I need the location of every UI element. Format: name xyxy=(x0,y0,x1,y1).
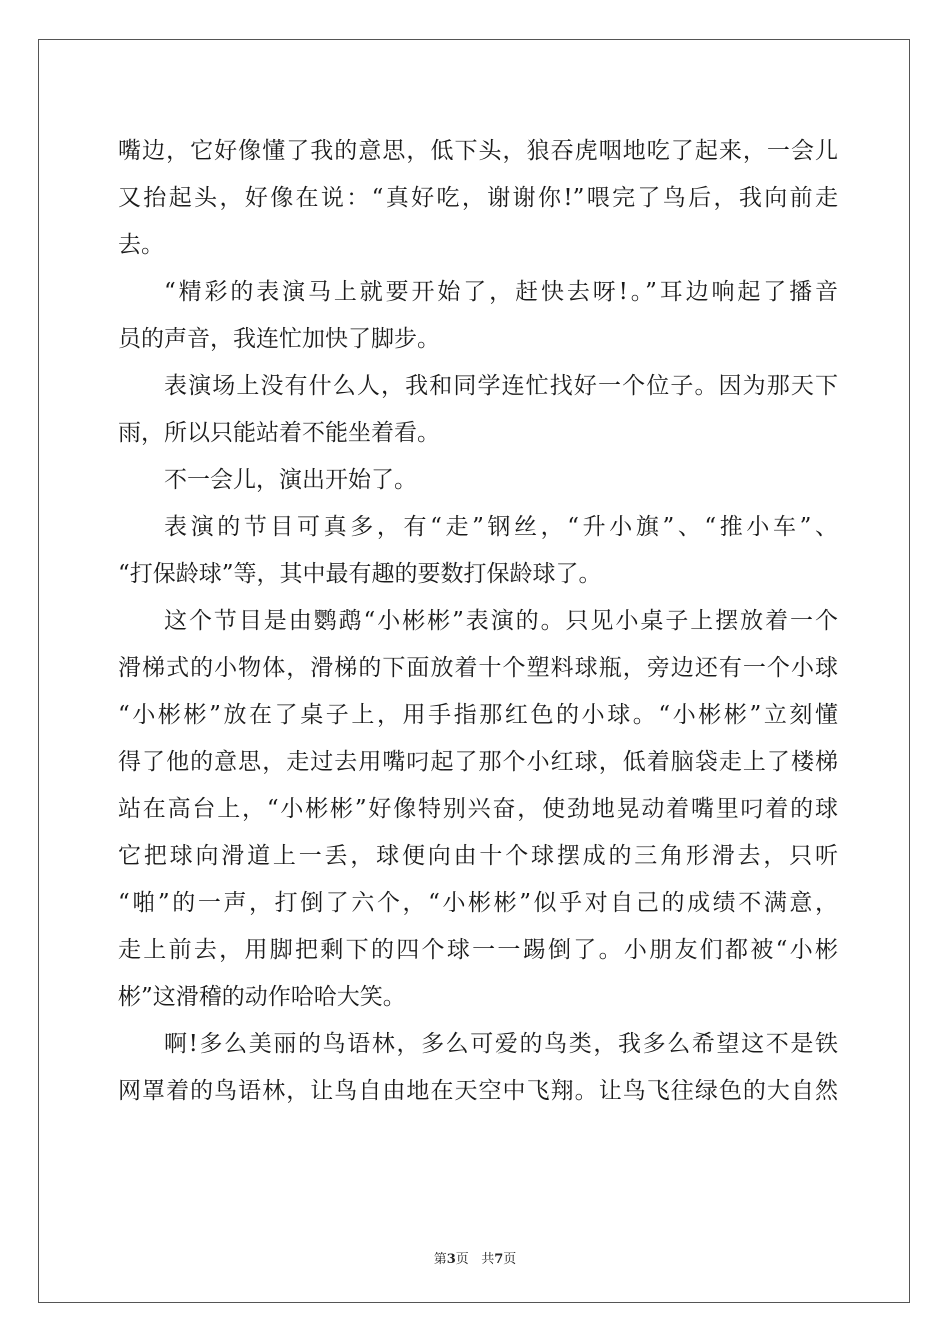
text-line: “打保龄球”等，其中最有趣的要数打保龄球了。 xyxy=(118,561,602,587)
text-line: 表演场上没有什么人，我和同学连忙找好一个位子。因为那天下 xyxy=(164,373,838,399)
text-line: 啊!多么美丽的鸟语林，多么可爱的鸟类，我多么希望这不是铁 xyxy=(164,1031,838,1057)
text-line: 得了他的意思，走过去用嘴叼起了那个小红球，低着脑袋走上了楼梯 xyxy=(118,749,838,775)
page-footer xyxy=(0,1248,950,1267)
text-line: 嘴边，它好像懂了我的意思，低下头，狼吞虎咽地吃了起来，一会儿 xyxy=(118,138,838,164)
text-line: 滑梯式的小物体，滑梯的下面放着十个塑料球瓶，旁边还有一个小球 xyxy=(118,655,838,681)
document-body xyxy=(118,128,838,1115)
text-line: “精彩的表演马上就要开始了，赶快去呀!。”耳边响起了播音 xyxy=(164,279,838,305)
footer-page-suffix: 页 xyxy=(455,1252,469,1267)
text-line: 又抬起头，好像在说：“真好吃，谢谢你!”喂完了鸟后，我向前走 xyxy=(118,185,838,211)
text-line: 它把球向滑道上一丢，球便向由十个球摆成的三角形滑去，只听 xyxy=(118,843,838,869)
text-line: 去。 xyxy=(118,232,164,258)
total-page-number: 7 xyxy=(494,1252,504,1267)
text-line: 不一会儿，演出开始了。 xyxy=(164,467,417,493)
text-line: 这个节目是由鹦鹉“小彬彬”表演的。只见小桌子上摆放着一个 xyxy=(164,608,838,634)
text-line: 走上前去，用脚把剩下的四个球一一踢倒了。小朋友们都被“小彬 xyxy=(118,937,838,963)
footer-total-suffix: 页 xyxy=(503,1252,517,1267)
current-page-number: 3 xyxy=(446,1252,456,1267)
text-line: 员的声音，我连忙加快了脚步。 xyxy=(118,326,440,352)
text-line: 网罩着的鸟语林，让鸟自由地在天空中飞翔。让鸟飞往绿色的大自然 xyxy=(118,1078,838,1104)
text-line: 站在高台上，“小彬彬”好像特别兴奋，使劲地晃动着嘴里叼着的球 xyxy=(118,796,838,822)
text-line: 表演的节目可真多，有“走”钢丝，“升小旗”、“推小车”、 xyxy=(164,514,838,540)
text-line: “小彬彬”放在了桌子上，用手指那红色的小球。“小彬彬”立刻懂 xyxy=(118,702,838,728)
text-line: 彬”这滑稽的动作哈哈大笑。 xyxy=(118,984,406,1010)
footer-total-prefix: 共 xyxy=(481,1252,495,1267)
footer-prefix: 第 xyxy=(433,1252,447,1267)
text-line: 雨，所以只能站着不能坐着看。 xyxy=(118,420,440,446)
text-line: “啪”的一声，打倒了六个，“小彬彬”似乎对自己的成绩不满意， xyxy=(118,890,838,916)
